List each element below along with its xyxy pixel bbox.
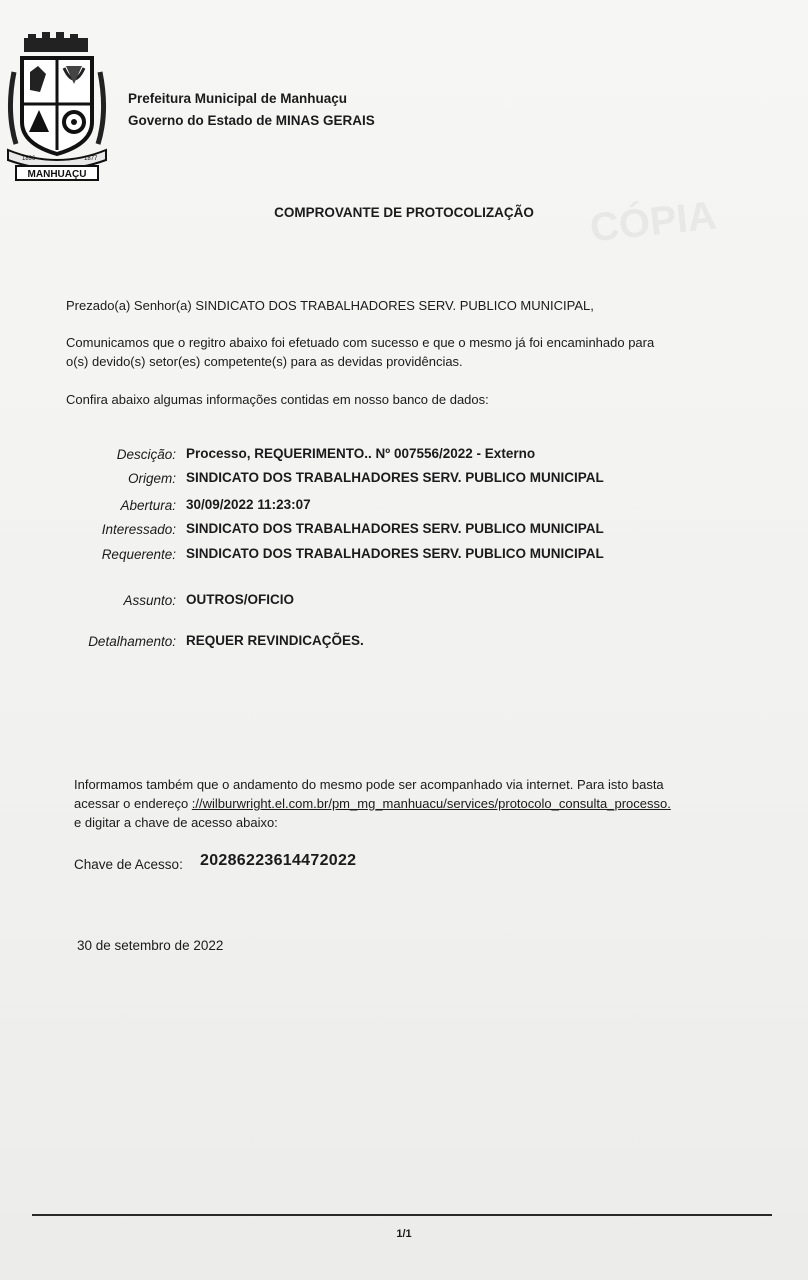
- detail-value-assunto: OUTROS/OFICIO: [186, 592, 294, 607]
- document-date: 30 de setembro de 2022: [77, 938, 224, 953]
- access-key-value: 20286223614472022: [200, 852, 357, 869]
- detail-value-interessado: SINDICATO DOS TRABALHADORES SERV. PUBLICO MUNICIPAL: [186, 521, 604, 536]
- tracking-paragraph: [74, 775, 754, 832]
- tracking-prefix: acessar o endereço: [74, 796, 192, 811]
- issuer-line-2: Governo do Estado de MINAS GERAIS: [128, 113, 375, 128]
- intro-line-2: o(s) devido(s) setor(es) competente(s) para as devidas providências.: [66, 354, 463, 369]
- detail-value-detalhamento: REQUER REVINDICAÇÕES.: [186, 633, 364, 648]
- detail-label-origem: Origem:: [127, 471, 176, 486]
- intro-paragraph: [66, 333, 716, 371]
- intro-line-1: Comunicamos que o regitro abaixo foi efetuado com sucesso e que o mesmo já foi encaminhado para: [66, 335, 655, 350]
- detail-label-requerente: Requerente:: [101, 547, 176, 562]
- bleed-through-mark: CÓPIA: [587, 193, 719, 251]
- document-title: COMPROVANTE DE PROTOCOLIZAÇÃO: [274, 205, 534, 220]
- salutation: Prezado(a) Senhor(a) SINDICATO DOS TRABALHADORES SERV. PUBLICO MUNICIPAL,: [66, 298, 594, 313]
- tracking-line-3: e digitar a chave de acesso abaixo:: [74, 815, 278, 830]
- detail-value-origem: SINDICATO DOS TRABALHADORES SERV. PUBLICO MUNICIPAL: [186, 470, 604, 485]
- detail-label-detalhamento: Detalhamento:: [88, 634, 176, 649]
- detail-value-abertura: 30/09/2022 11:23:07: [186, 497, 311, 512]
- crest-banner: MANHUAÇU: [27, 169, 87, 180]
- tracking-line-1: Informamos também que o andamento do mesmo pode ser acompanhado via internet. Para isto basta: [74, 777, 664, 792]
- detail-value-descricao: Processo, REQUERIMENTO.. Nº 007556/2022 - Externo: [186, 446, 536, 461]
- access-key-label: Chave de Acesso:: [74, 857, 183, 872]
- footer-divider: [32, 1214, 772, 1216]
- detail-label-abertura: Abertura:: [120, 498, 176, 513]
- crest-year-right: 1877: [84, 156, 98, 162]
- info-lead: Confira abaixo algumas informações contidas em nosso banco de dados:: [66, 392, 489, 407]
- tracking-url-link[interactable]: ://wilburwright.el.com.br/pm_mg_manhuacu/services/protocolo_consulta_processo.: [191, 796, 671, 811]
- page-number: 1/1: [396, 1228, 412, 1240]
- crest-year-left: 1896: [22, 156, 36, 162]
- detail-value-requerente: SINDICATO DOS TRABALHADORES SERV. PUBLICO MUNICIPAL: [186, 546, 604, 561]
- detail-label-assunto: Assunto:: [123, 593, 176, 608]
- detail-label-descricao: Descição:: [116, 447, 176, 462]
- coat-of-arms-icon: [2, 32, 114, 182]
- tracking-line-2: [74, 794, 754, 813]
- detail-label-interessado: Interessado:: [101, 522, 176, 537]
- issuer-line-1: Prefeitura Municipal de Manhuaçu: [128, 91, 348, 106]
- issuer-block: [128, 88, 375, 132]
